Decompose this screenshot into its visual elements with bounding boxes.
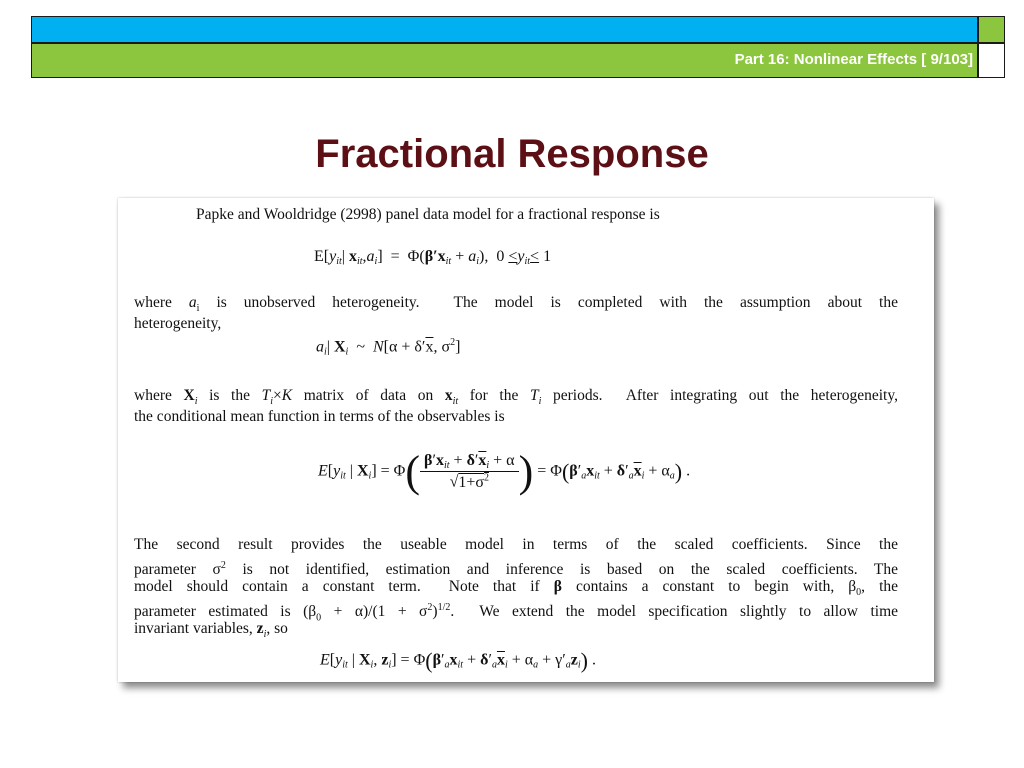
equation-2: $a_i|$ $X_i$ ~ $N[\alpha + \delta'\overline{x}$, $\sigma^2$] <box>316 337 461 358</box>
intro-text: Papke and Wooldridge (2998) panel data model for a fractional response is <box>196 206 660 223</box>
para3-line3: model should contain a constant term. Note that if β contains a constant to begin with, $\beta_0$, the <box>134 578 899 599</box>
para3-line1: The second result provides the useable model in terms of the scaled coefficients. Since the <box>134 536 898 553</box>
para3-line5: invariant variables, $z_i$, so <box>134 620 288 641</box>
para1-line1: where $a_i$ is unobserved heterogeneity. The model is completed with the assumption about the <box>134 294 898 315</box>
header-bar <box>31 43 978 78</box>
equation-3: $E[y_{it}$ | $X_i] = \Phi$( $\frac{\beta'x_{it} + \delta'\overline{x}_i + \alpha}{√1+\sigma^2}$ ) = $\Phi(\beta'_ax_{it} + \delta'_a\overline{x}_i + \alpha_a)$ . <box>318 447 691 496</box>
header-corner-square-white <box>978 43 1005 78</box>
header-corner-square-green <box>978 16 1005 43</box>
para2-line1: where $X_i$ is the $T_i\times K$ matrix of data on $x_{it}$ for the $T_i$ periods. After integrating out the heterogeneity, <box>134 387 898 408</box>
slide-title: Fractional Response <box>315 132 709 176</box>
para1-line2: heterogeneity, <box>134 315 222 332</box>
para3-line4: parameter estimated is $(\beta_0 + \alpha)/(1 + \sigma^2)^{1/2}$. We extend the model specification slightly to allow time <box>134 602 899 624</box>
para3-line2: parameter $\sigma^2$ is not identified, estimation and inference is based on the scaled coefficients. The <box>134 560 898 579</box>
para2-line2: the conditional mean function in terms of the observables is <box>134 408 505 425</box>
paper-excerpt <box>118 198 934 682</box>
equation-1: $E[y_{it}|$ $x_{it},a_i] = \Phi(\beta'x_{it} + a_i)$, $0 <y_{it}< 1$ <box>314 248 552 267</box>
header-accent-bar <box>31 16 978 43</box>
equation-4: $E[y_{it}$ | $X_i$, $z_i] = \Phi(\beta'_ax_{it} + \delta'_a\overline{x}_i + \alpha_a + \gamma'_az_i)$ . <box>320 648 596 673</box>
slide-label: Part 16: Nonlinear Effects [ 9/103] <box>734 51 973 68</box>
